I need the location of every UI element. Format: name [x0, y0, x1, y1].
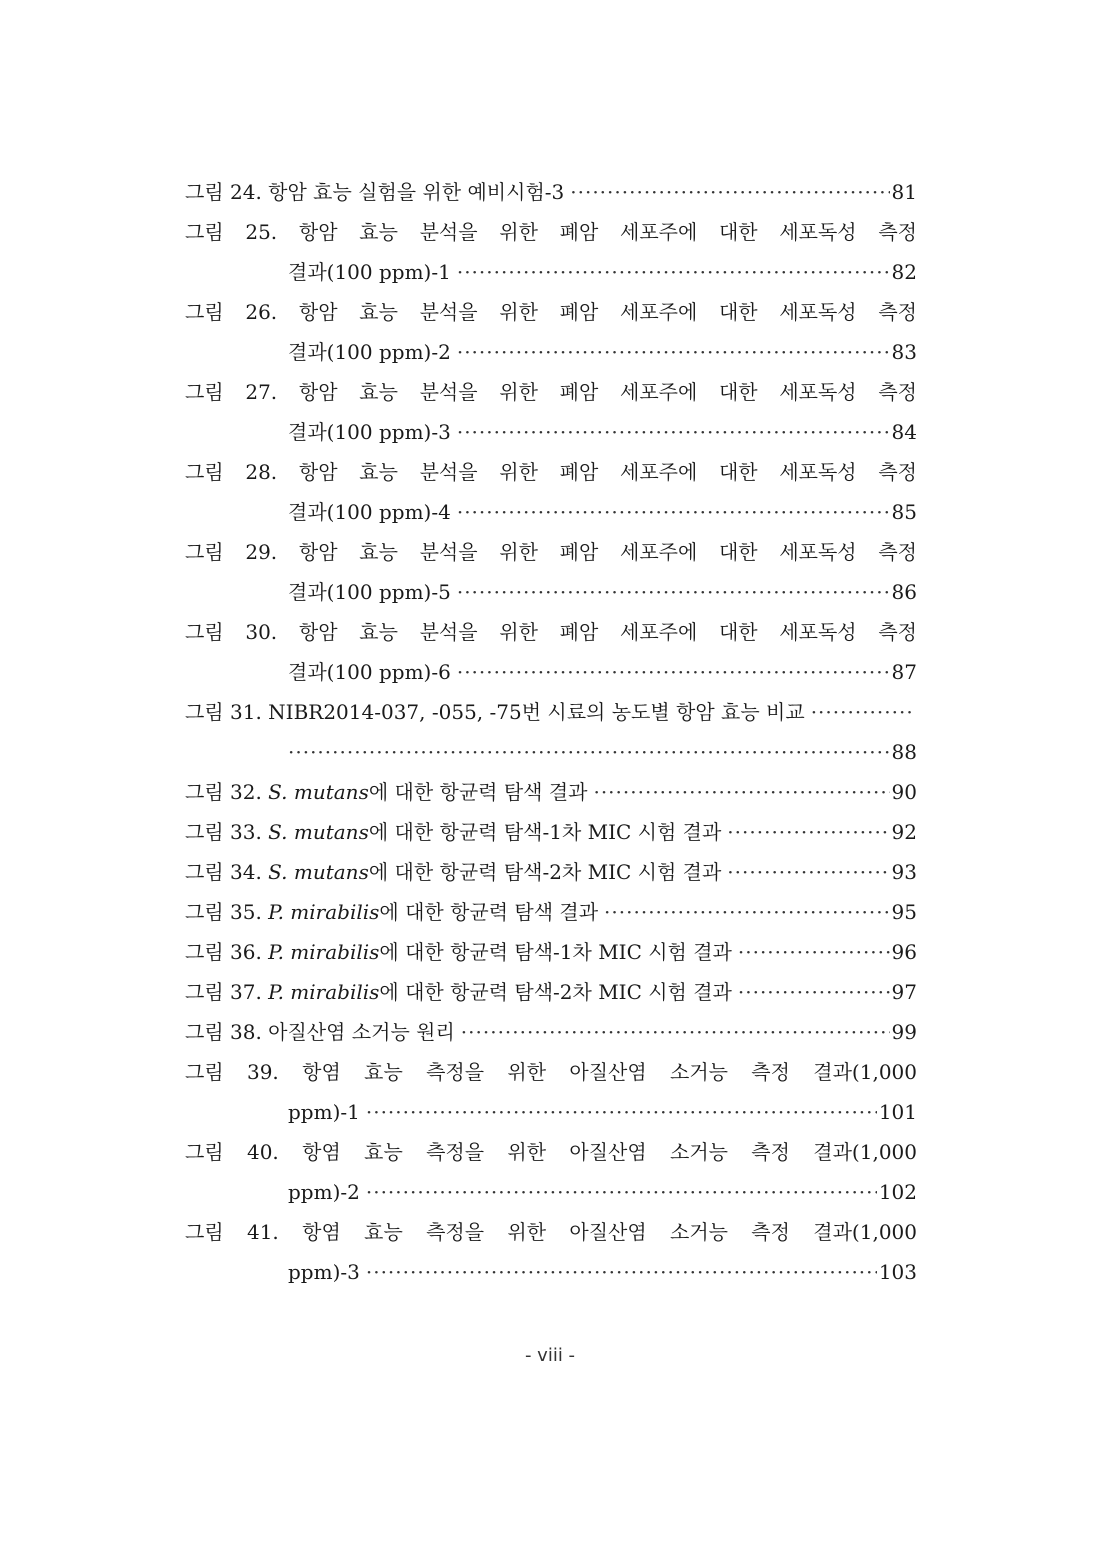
entry-text: 그림 25. 항암 효능 분석을 위한 폐암 세포주에 대한 세포독성 측정	[185, 220, 917, 244]
toc-entry-line2[interactable]	[185, 572, 917, 612]
dot-leader	[727, 812, 889, 852]
page-number: 82	[891, 260, 917, 284]
page-number: 102	[878, 1180, 917, 1204]
species-name: P. mirabilis	[268, 900, 380, 924]
toc-entry-line2[interactable]	[185, 252, 917, 292]
toc-entry-line1[interactable]	[185, 1132, 917, 1172]
page-number: 90	[891, 780, 917, 804]
dot-leader	[604, 892, 890, 932]
page-number: 96	[891, 940, 917, 964]
entry-text: 그림 37. P. mirabilis에 대한 항균력 탐색-2차 MIC 시험 결과	[185, 980, 732, 1004]
entry-text: 그림 40. 항염 효능 측정을 위한 아질산염 소거능 측정 결과(1,000	[185, 1140, 917, 1164]
dot-leader	[570, 172, 889, 212]
species-name: P. mirabilis	[268, 940, 380, 964]
species-name: S. mutans	[268, 820, 369, 844]
page-number: 88	[891, 740, 917, 764]
dot-leader	[461, 1012, 890, 1052]
dot-leader	[457, 252, 890, 292]
entry-text: 그림 24. 항암 효능 실험을 위한 예비시험-3	[185, 180, 565, 204]
toc-entry[interactable]	[185, 892, 917, 932]
entry-text: 그림 39. 항염 효능 측정을 위한 아질산염 소거능 측정 결과(1,000	[185, 1060, 917, 1084]
entry-text: 그림 33. S. mutans에 대한 항균력 탐색-1차 MIC 시험 결과	[185, 820, 722, 844]
toc-entry-line2[interactable]	[185, 492, 917, 532]
dot-leader	[288, 732, 890, 772]
entry-text-continued: 결과(100 ppm)-2	[288, 340, 451, 364]
entry-text: 그림 34. S. mutans에 대한 항균력 탐색-2차 MIC 시험 결과	[185, 860, 722, 884]
toc-entry[interactable]	[185, 852, 917, 892]
dot-leader	[738, 972, 890, 1012]
toc-entry-line1[interactable]	[185, 212, 917, 252]
toc-entry-line1[interactable]	[185, 1212, 917, 1252]
toc-entry-line2[interactable]	[185, 732, 917, 772]
entry-text-continued: ppm)-2	[288, 1180, 360, 1204]
toc-entry-line1[interactable]	[185, 692, 917, 732]
toc-entry-line2[interactable]	[185, 1252, 917, 1292]
dot-leader	[366, 1092, 877, 1132]
toc-entry-line1[interactable]	[185, 612, 917, 652]
toc-entry-line2[interactable]	[185, 1092, 917, 1132]
toc-entry-line2[interactable]	[185, 412, 917, 452]
page-number: 86	[891, 580, 917, 604]
dot-leader	[457, 332, 890, 372]
entry-text-continued: 결과(100 ppm)-4	[288, 500, 451, 524]
entry-text: 그림 29. 항암 효능 분석을 위한 폐암 세포주에 대한 세포독성 측정	[185, 540, 917, 564]
toc-entry-line1[interactable]	[185, 292, 917, 332]
page-footer: - viii -	[524, 1345, 576, 1366]
entry-text: 그림 31. NIBR2014-037, -055, -75번 시료의 농도별 항암 효능 비교	[185, 700, 805, 724]
species-name: S. mutans	[268, 780, 369, 804]
entry-text: 그림 41. 항염 효능 측정을 위한 아질산염 소거능 측정 결과(1,000	[185, 1220, 917, 1244]
dot-leader	[457, 492, 890, 532]
dot-leader	[593, 772, 889, 812]
page-number: 93	[891, 860, 917, 884]
toc-entry[interactable]	[185, 972, 917, 1012]
toc-entry-line1[interactable]	[185, 372, 917, 412]
toc-entry[interactable]	[185, 172, 917, 212]
page-number: 99	[891, 1020, 917, 1044]
entry-text: 그림 35. P. mirabilis에 대한 항균력 탐색 결과	[185, 900, 599, 924]
figure-list	[185, 172, 917, 1292]
dot-leader	[457, 572, 890, 612]
dot-leader	[811, 692, 915, 732]
toc-entry-line2[interactable]	[185, 332, 917, 372]
entry-text: 그림 27. 항암 효능 분석을 위한 폐암 세포주에 대한 세포독성 측정	[185, 380, 917, 404]
toc-entry[interactable]	[185, 772, 917, 812]
entry-text: 그림 38. 아질산염 소거능 원리	[185, 1020, 455, 1044]
entry-text-continued: 결과(100 ppm)-6	[288, 660, 451, 684]
dot-leader	[738, 932, 890, 972]
entry-text-continued: 결과(100 ppm)-1	[288, 260, 451, 284]
entry-text-continued: ppm)-3	[288, 1260, 360, 1284]
species-name: P. mirabilis	[268, 980, 380, 1004]
dot-leader	[457, 652, 890, 692]
entry-text-continued: 결과(100 ppm)-5	[288, 580, 451, 604]
entry-text: 그림 26. 항암 효능 분석을 위한 폐암 세포주에 대한 세포독성 측정	[185, 300, 917, 324]
page-number: 87	[891, 660, 917, 684]
entry-text-continued: 결과(100 ppm)-3	[288, 420, 451, 444]
page-number: 92	[891, 820, 917, 844]
dot-leader	[457, 412, 890, 452]
entry-text: 그림 32. S. mutans에 대한 항균력 탐색 결과	[185, 780, 588, 804]
entry-text-continued: ppm)-1	[288, 1100, 360, 1124]
page-number: 84	[891, 420, 917, 444]
toc-entry-line1[interactable]	[185, 452, 917, 492]
page-number: 97	[891, 980, 917, 1004]
page-number: 101	[878, 1100, 917, 1124]
toc-entry[interactable]	[185, 1012, 917, 1052]
page-number: 81	[891, 180, 917, 204]
toc-entry-line2[interactable]	[185, 652, 917, 692]
toc-entry-line2[interactable]	[185, 1172, 917, 1212]
entry-text: 그림 30. 항암 효능 분석을 위한 폐암 세포주에 대한 세포독성 측정	[185, 620, 917, 644]
entry-text: 그림 28. 항암 효능 분석을 위한 폐암 세포주에 대한 세포독성 측정	[185, 460, 917, 484]
species-name: S. mutans	[268, 860, 369, 884]
toc-entry[interactable]	[185, 932, 917, 972]
page-number: 103	[878, 1260, 917, 1284]
dot-leader	[727, 852, 889, 892]
toc-entry-line1[interactable]	[185, 532, 917, 572]
page-number: 83	[891, 340, 917, 364]
toc-entry[interactable]	[185, 812, 917, 852]
page-number: 85	[891, 500, 917, 524]
toc-entry-line1[interactable]	[185, 1052, 917, 1092]
page-number: 95	[891, 900, 917, 924]
dot-leader	[366, 1172, 877, 1212]
dot-leader	[366, 1252, 877, 1292]
entry-text: 그림 36. P. mirabilis에 대한 항균력 탐색-1차 MIC 시험 결과	[185, 940, 732, 964]
